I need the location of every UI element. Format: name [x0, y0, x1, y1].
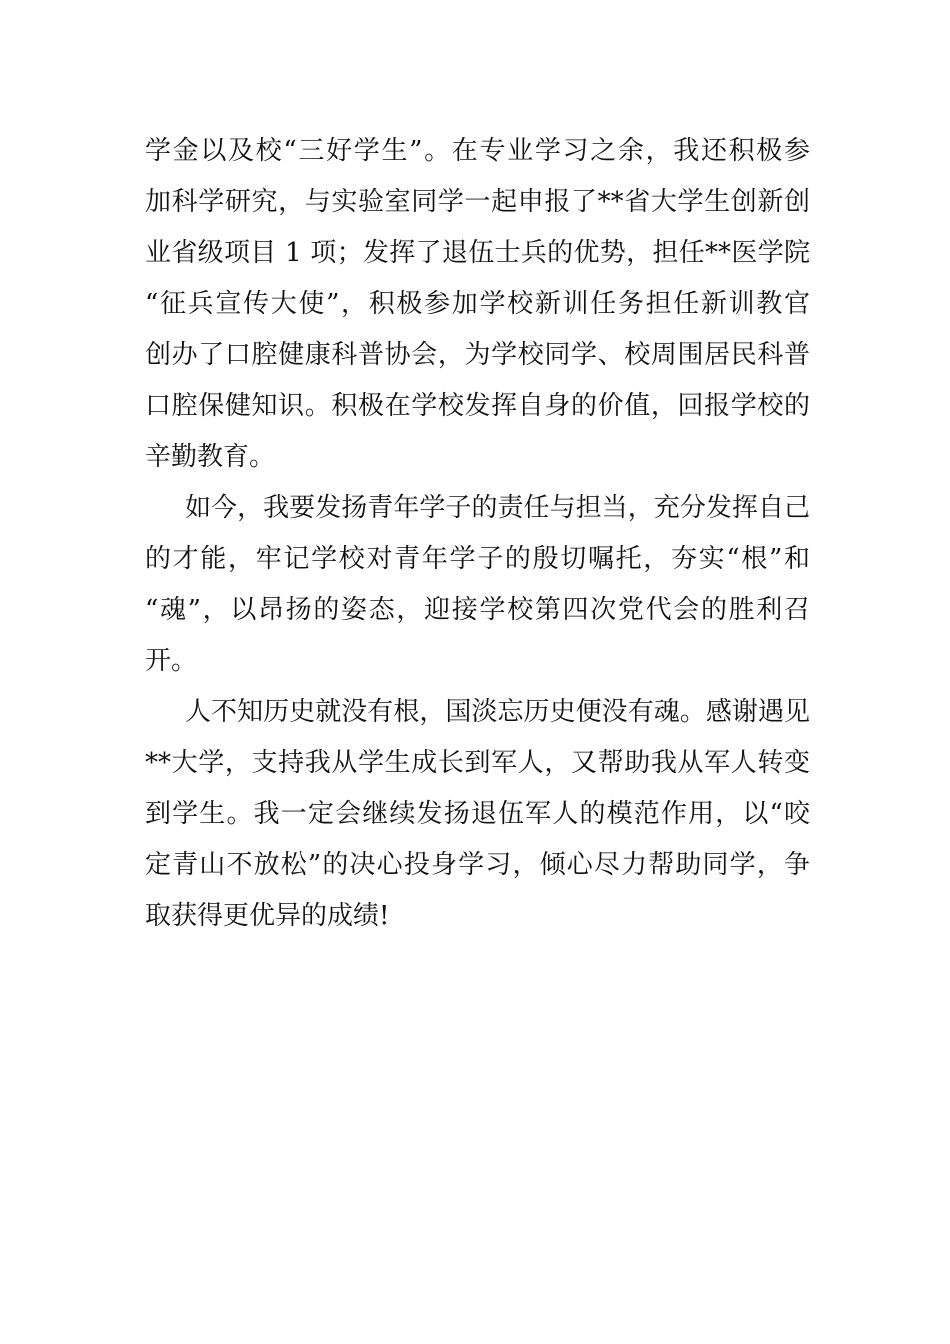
- text-line: 人不知历史就没有根，国淡忘历史便没有魂。感谢遇见: [185, 697, 810, 727]
- text-line: 如今，我要发扬青年学子的责任与担当，充分发挥自己: [185, 493, 810, 523]
- text-line: “魂”，以昂扬的姿态，迎接学校第四次党代会的胜利召: [145, 595, 810, 625]
- text-line: 创办了口腔健康科普协会，为学校同学、校周围居民科普: [145, 340, 810, 370]
- text-line: 的才能，牢记学校对青年学子的殷切嘱托，夯实“根”和: [145, 544, 810, 574]
- text-line: 辛勤教育。: [145, 442, 276, 472]
- text-line: 到学生。我一定会继续发扬退伍军人的模范作用，以“咬: [145, 799, 810, 829]
- paragraph-1: [145, 126, 810, 483]
- text-line: 业省级项目 1 项；发挥了退伍士兵的优势，担任**医学院: [145, 238, 810, 268]
- text-line: 口腔保健知识。积极在学校发挥自身的价值，回报学校的: [145, 391, 810, 421]
- paragraph-2: [145, 483, 810, 687]
- text-line: 定青山不放松”的决心投身学习，倾心尽力帮助同学，争: [145, 850, 810, 880]
- text-line: “征兵宣传大使”，积极参加学校新训任务担任新训教官: [145, 289, 810, 319]
- paragraph-3: [145, 687, 810, 942]
- document-body: [145, 126, 810, 942]
- text-line: **大学，支持我从学生成长到军人，又帮助我从军人转变: [145, 748, 810, 778]
- text-line: 学金以及校“三好学生”。在专业学习之余，我还积极参: [145, 136, 810, 166]
- text-line: 开。: [145, 646, 198, 676]
- text-line: 取获得更优异的成绩!: [145, 901, 390, 931]
- text-line: 加科学研究，与实验室同学一起申报了**省大学生创新创: [145, 187, 810, 217]
